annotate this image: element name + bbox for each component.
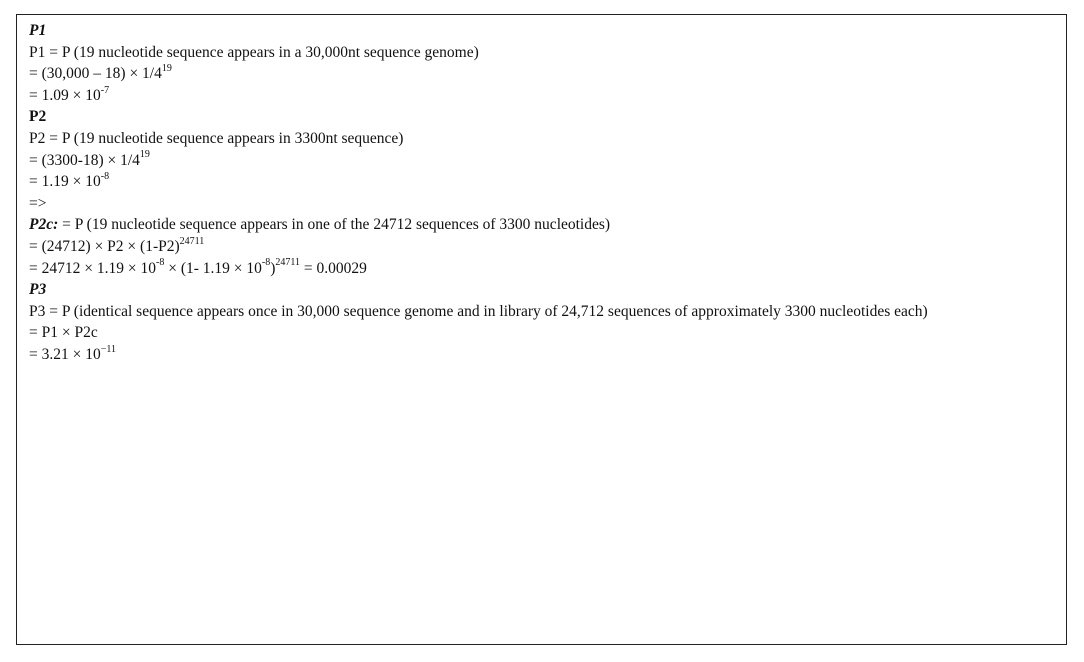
p2c-definition: = P (19 nucleotide sequence appears in one of the 24712 sequences of 3300 nucleotides)	[58, 216, 611, 234]
p1-result-base: = 1.09 × 10	[29, 86, 101, 104]
document-frame	[16, 14, 1067, 645]
p2c-step2-result: = 0.00029	[300, 259, 367, 277]
p2c-step2-b: × (1- 1.19 × 10	[164, 259, 262, 277]
p2c-step2-a-exponent: -8	[155, 257, 165, 269]
p1-result	[29, 85, 1056, 107]
p3-step1: = P1 × P2c	[29, 324, 98, 342]
p2c-step2-c-exponent: 24711	[275, 257, 301, 269]
p2-result-exponent: -8	[100, 171, 110, 182]
p1-heading: P1	[29, 22, 47, 39]
p1-step1-base: = (30,000 – 18) × 1/4	[29, 65, 162, 83]
calculation-text	[29, 20, 1056, 366]
p3-result	[29, 344, 1056, 366]
p2c-step1-base: = (24712) × P2 × (1-P2)	[29, 237, 180, 255]
p1-result-exponent: -7	[100, 84, 110, 96]
p2-step1-exponent: 19	[139, 149, 150, 161]
implies-arrow: =>	[29, 194, 47, 212]
p3-result-base: = 3.21 × 10	[29, 345, 101, 363]
p2-heading: P2	[29, 108, 47, 126]
p2-result	[29, 171, 1056, 193]
p3-heading: P3	[29, 281, 47, 299]
p2c-label: P2c:	[29, 216, 59, 234]
p2-result-base: = 1.19 × 10	[29, 173, 101, 191]
p3-result-exponent: −11	[100, 343, 117, 355]
p2-step1-base: = (3300-18) × 1/4	[29, 151, 140, 169]
p3-definition: P3 = P (identical sequence appears once in 30,000 sequence genome and in library of 24,712 sequences of approximately 3300 nucleotides each)	[29, 302, 928, 320]
p2-step1	[29, 150, 1056, 172]
p1-step1	[29, 63, 1056, 85]
p2c-step2	[29, 258, 1056, 280]
p1-definition: P1 = P (19 nucleotide sequence appears in a 30,000nt sequence genome)	[29, 43, 479, 61]
p2c-step1-exponent: 24711	[179, 235, 205, 247]
p2c-step1	[29, 236, 1056, 258]
p2c-definition-line	[29, 214, 1056, 236]
p2c-step2-c: )	[270, 259, 276, 277]
p2-definition: P2 = P (19 nucleotide sequence appears in 3300nt sequence)	[29, 129, 404, 147]
p2c-step2-a: = 24712 × 1.19 × 10	[29, 259, 156, 277]
p2c-step2-b-exponent: -8	[261, 257, 271, 269]
p1-step1-exponent: 19	[161, 63, 172, 75]
